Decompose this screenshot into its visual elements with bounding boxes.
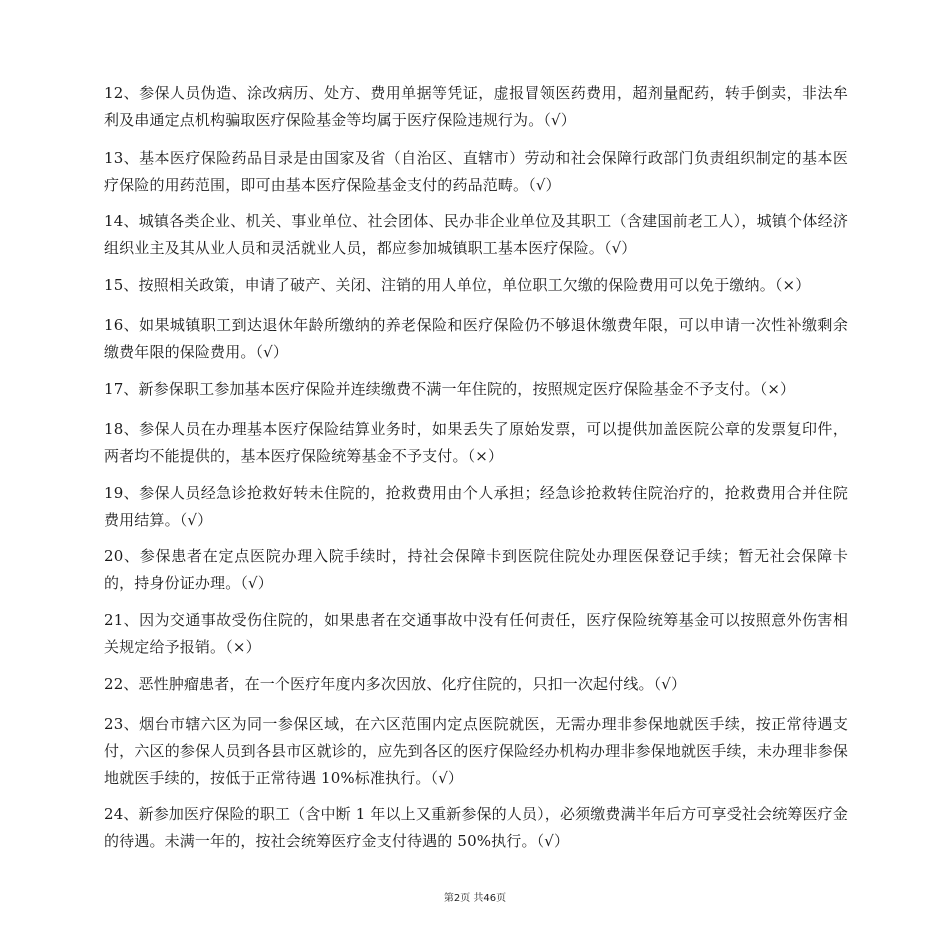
question-17: 17、新参保职工参加基本医疗保险并连续缴费不满一年住院的，按照规定医疗保险基金不予支付。（×） [104,380,796,398]
question-16: 16、如果城镇职工到达退休年龄所缴纳的养老保险和医疗保险仍不够退休缴费年限，可以申请一次性补缴剩余缴费年限的保险费用。（√） [104,316,848,361]
question-23: 23、烟台市辖六区为同一参保区域，在六区范围内定点医院就医，无需办理非参保地就医手续，按正常待遇支付，六区的参保人员到各县市区就诊的，应先到各区的医疗保险经办机构办理非参保地就医手续，未办理非参保地就医手续的，按低于正常待遇 10%标准执行。（√） [104,715,848,787]
question-21: 21、因为交通事故受伤住院的，如果患者在交通事故中没有任何责任，医疗保险统筹基金可以按照意外伤害相关规定给予报销。（×） [104,611,848,656]
question-19: 19、参保人员经急诊抢救好转未住院的，抢救费用由个人承担；经急诊抢救转住院治疗的，抢救费用合并住院费用结算。（√） [104,484,848,529]
question-14: 14、城镇各类企业、机关、事业单位、社会团体、民办非企业单位及其职工（含建国前老工人），城镇个体经济组织业主及其从业人员和灵活就业人员，都应参加城镇职工基本医疗保险。（√） [104,212,848,257]
page-number-footer: 第2页 共46页 [443,893,507,904]
question-22: 22、恶性肿瘤患者，在一个医疗年度内多次因放、化疗住院的，只扣一次起付线。（√） [104,675,687,693]
question-24: 24、新参加医疗保险的职工（含中断 1 年以上又重新参保的人员），必须缴费满半年后方可享受社会统筹医疗金的待遇。未满一年的，按社会统筹医疗金支付待遇的 50%执行。（√） [104,805,848,850]
question-20: 20、参保患者在定点医院办理入院手续时，持社会保障卡到医院住院处办理医保登记手续；暂无社会保障卡的，持身份证办理。（√） [104,547,848,592]
question-13: 13、基本医疗保险药品目录是由国家及省（自治区、直辖市）劳动和社会保障行政部门负责组织制定的基本医疗保险的用药范围，即可由基本医疗保险基金支付的药品范畴。（√） [104,149,848,194]
question-15: 15、按照相关政策，申请了破产、关闭、注销的用人单位，单位职工欠缴的保险费用可以免于缴纳。（×） [104,276,811,294]
question-12: 12、参保人员伪造、涂改病历、处方、费用单据等凭证，虚报冒领医药费用，超剂量配药，转手倒卖，非法牟利及串通定点机构骗取医疗保险基金等均属于医疗保险违规行为。（√） [104,84,848,129]
question-18: 18、参保人员在办理基本医疗保险结算业务时，如果丢失了原始发票，可以提供加盖医院公章的发票复印件，两者均不能提供的，基本医疗保险统筹基金不予支付。（×） [104,420,848,465]
